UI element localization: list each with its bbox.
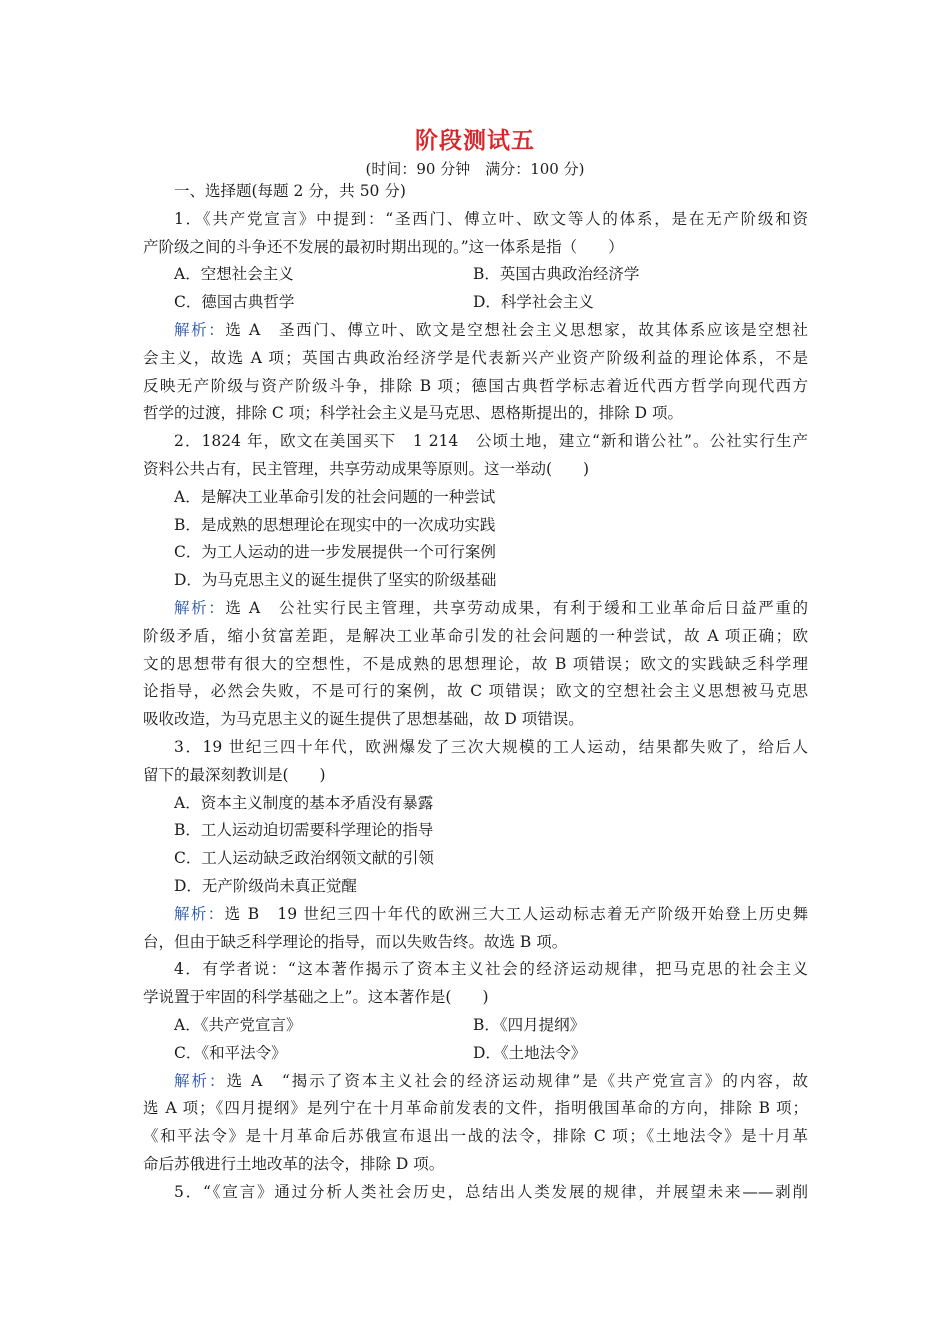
explanation-line: 论指导，必然会失败，不是可行的案例，故 C 项错误；欧文的空想社会主义思想被马克思 — [143, 682, 808, 701]
question-stem-line: 产阶级之间的斗争还不发展的最初时期出现的。”这一体系是指（ ） — [143, 237, 624, 256]
option-a: A．资本主义制度的基本矛盾没有暴露 — [174, 793, 434, 812]
explanation-line: 反映无产阶级与资产阶级斗争，排除 B 项；德国古典哲学标志着近代西方哲学向现代西方 — [143, 376, 808, 395]
explanation-label: 解析： — [174, 1071, 227, 1090]
option-d: D．为马克思主义的诞生提供了坚实的阶级基础 — [174, 571, 497, 590]
explanation-line: 解析：选 A 圣西门、傅立叶、欧文是空想社会主义思想家，故其体系应该是空想社 — [174, 320, 808, 339]
option-a: A．《共产党宣言》 — [174, 1015, 302, 1034]
explanation-line: 台，但由于缺乏科学理论的指导，而以失败告终。故选 B 项。 — [143, 932, 568, 951]
question-stem-line: 学说置于牢固的科学基础之上”。这本著作是( ) — [143, 988, 489, 1007]
explanation-line: 命后苏俄进行土地改革的法令，排除 D 项。 — [143, 1154, 445, 1173]
option-row — [143, 261, 808, 289]
explanation-label: 解析： — [174, 904, 225, 923]
page-title: 阶段测试五 — [415, 128, 535, 154]
explanation-line: 解析：选 A 公社实行民主管理，共享劳动成果，有利于缓和工业革命后日益严重的 — [174, 598, 808, 617]
option-b: B．工人运动迫切需要科学理论的指导 — [174, 821, 434, 840]
exam-info: (时间：90 分钟 满分：100 分) — [365, 160, 585, 178]
question-stem-line: 资料公共占有，民主管理，共享劳动成果等原则。这一举动( ) — [143, 459, 590, 478]
question-4 — [143, 956, 808, 1178]
option-row — [143, 1012, 808, 1040]
question-1 — [143, 206, 808, 428]
option-c: C．工人运动缺乏政治纲领文献的引领 — [174, 849, 434, 868]
option-b: B．英国古典政治经济学 — [473, 265, 640, 284]
question-list — [143, 178, 808, 1206]
explanation-line: 选 A 项；《四月提纲》是列宁在十月革命前发表的文件，指明俄国革命的方向，排除 B 项； — [143, 1099, 808, 1118]
option-d: D．无产阶级尚未真正觉醒 — [174, 876, 357, 895]
explanation-label: 解析： — [174, 320, 226, 339]
option-a: A．是解决工业革命引发的社会问题的一种尝试 — [174, 487, 496, 506]
explanation-line: 哲学的过渡，排除 C 项；科学社会主义是马克思、恩格斯提出的，排除 D 项。 — [143, 404, 683, 423]
question-stem-line: 4．有学者说：“这本著作揭示了资本主义社会的经济运动规律，把马克思的社会主义 — [174, 960, 808, 979]
option-d: D．科学社会主义 — [473, 293, 594, 312]
option-a: A．空想社会主义 — [174, 265, 294, 284]
explanation-line: 解析：选 A “揭示了资本主义社会的经济运动规律”是《共产党宣言》的内容，故 — [174, 1071, 808, 1090]
question-stem-line: 3．19 世纪三四十年代，欧洲爆发了三次大规模的工人运动，结果都失败了，给后人 — [174, 737, 808, 756]
question-stem-line: 1．《共产党宣言》中提到：“圣西门、傅立叶、欧文等人的体系，是在无产阶级和资 — [174, 209, 808, 228]
option-c: C．德国古典哲学 — [174, 293, 295, 312]
option-b: B．是成熟的思想理论在现实中的一次成功实践 — [174, 515, 496, 534]
question-stem-line: 2．1824 年，欧文在美国买下 1 214 公顷土地，建立“新和谐公社”。公社实行生产 — [174, 432, 808, 451]
question-3 — [143, 734, 808, 956]
option-d: D．《土地法令》 — [473, 1043, 587, 1062]
option-row — [143, 289, 808, 317]
explanation-line: 解析：选 B 19 世纪三四十年代的欧洲三大工人运动标志着无产阶级开始登上历史舞 — [174, 904, 808, 923]
option-b: B．《四月提纲》 — [473, 1015, 586, 1034]
option-row — [143, 1040, 808, 1068]
question-stem-line: 5．“《宣言》通过分析人类社会历史，总结出人类发展的规律，并展望未来——剥削 — [174, 1182, 808, 1201]
explanation-line: 会主义，故选 A 项；英国古典政治经济学是代表新兴产业资产阶级利益的理论体系，不是 — [143, 348, 808, 367]
question-2 — [143, 428, 808, 734]
explanation-line: 吸收改造，为马克思主义的诞生提供了思想基础，故 D 项错误。 — [143, 710, 584, 729]
explanation-line: 阶级矛盾，缩小贫富差距，是解决工业革命引发的社会问题的一种尝试，故 A 项正确；欧 — [143, 626, 808, 645]
explanation-label: 解析： — [174, 598, 226, 617]
question-5 — [143, 1179, 808, 1207]
explanation-line: 文的思想带有很大的空想性，不是成熟的思想理论，故 B 项错误；欧文的实践缺乏科学理 — [143, 654, 808, 673]
question-stem-line: 留下的最深刻教训是( ) — [143, 765, 326, 784]
option-c: C．为工人运动的进一步发展提供一个可行案例 — [174, 543, 496, 562]
explanation-line: 《和平法令》是十月革命后苏俄宣布退出一战的法令，排除 C 项；《土地法令》是十月革 — [143, 1127, 808, 1146]
option-c: C．《和平法令》 — [174, 1043, 287, 1062]
section-heading: 一、选择题(每题 2 分，共 50 分) — [174, 182, 406, 200]
